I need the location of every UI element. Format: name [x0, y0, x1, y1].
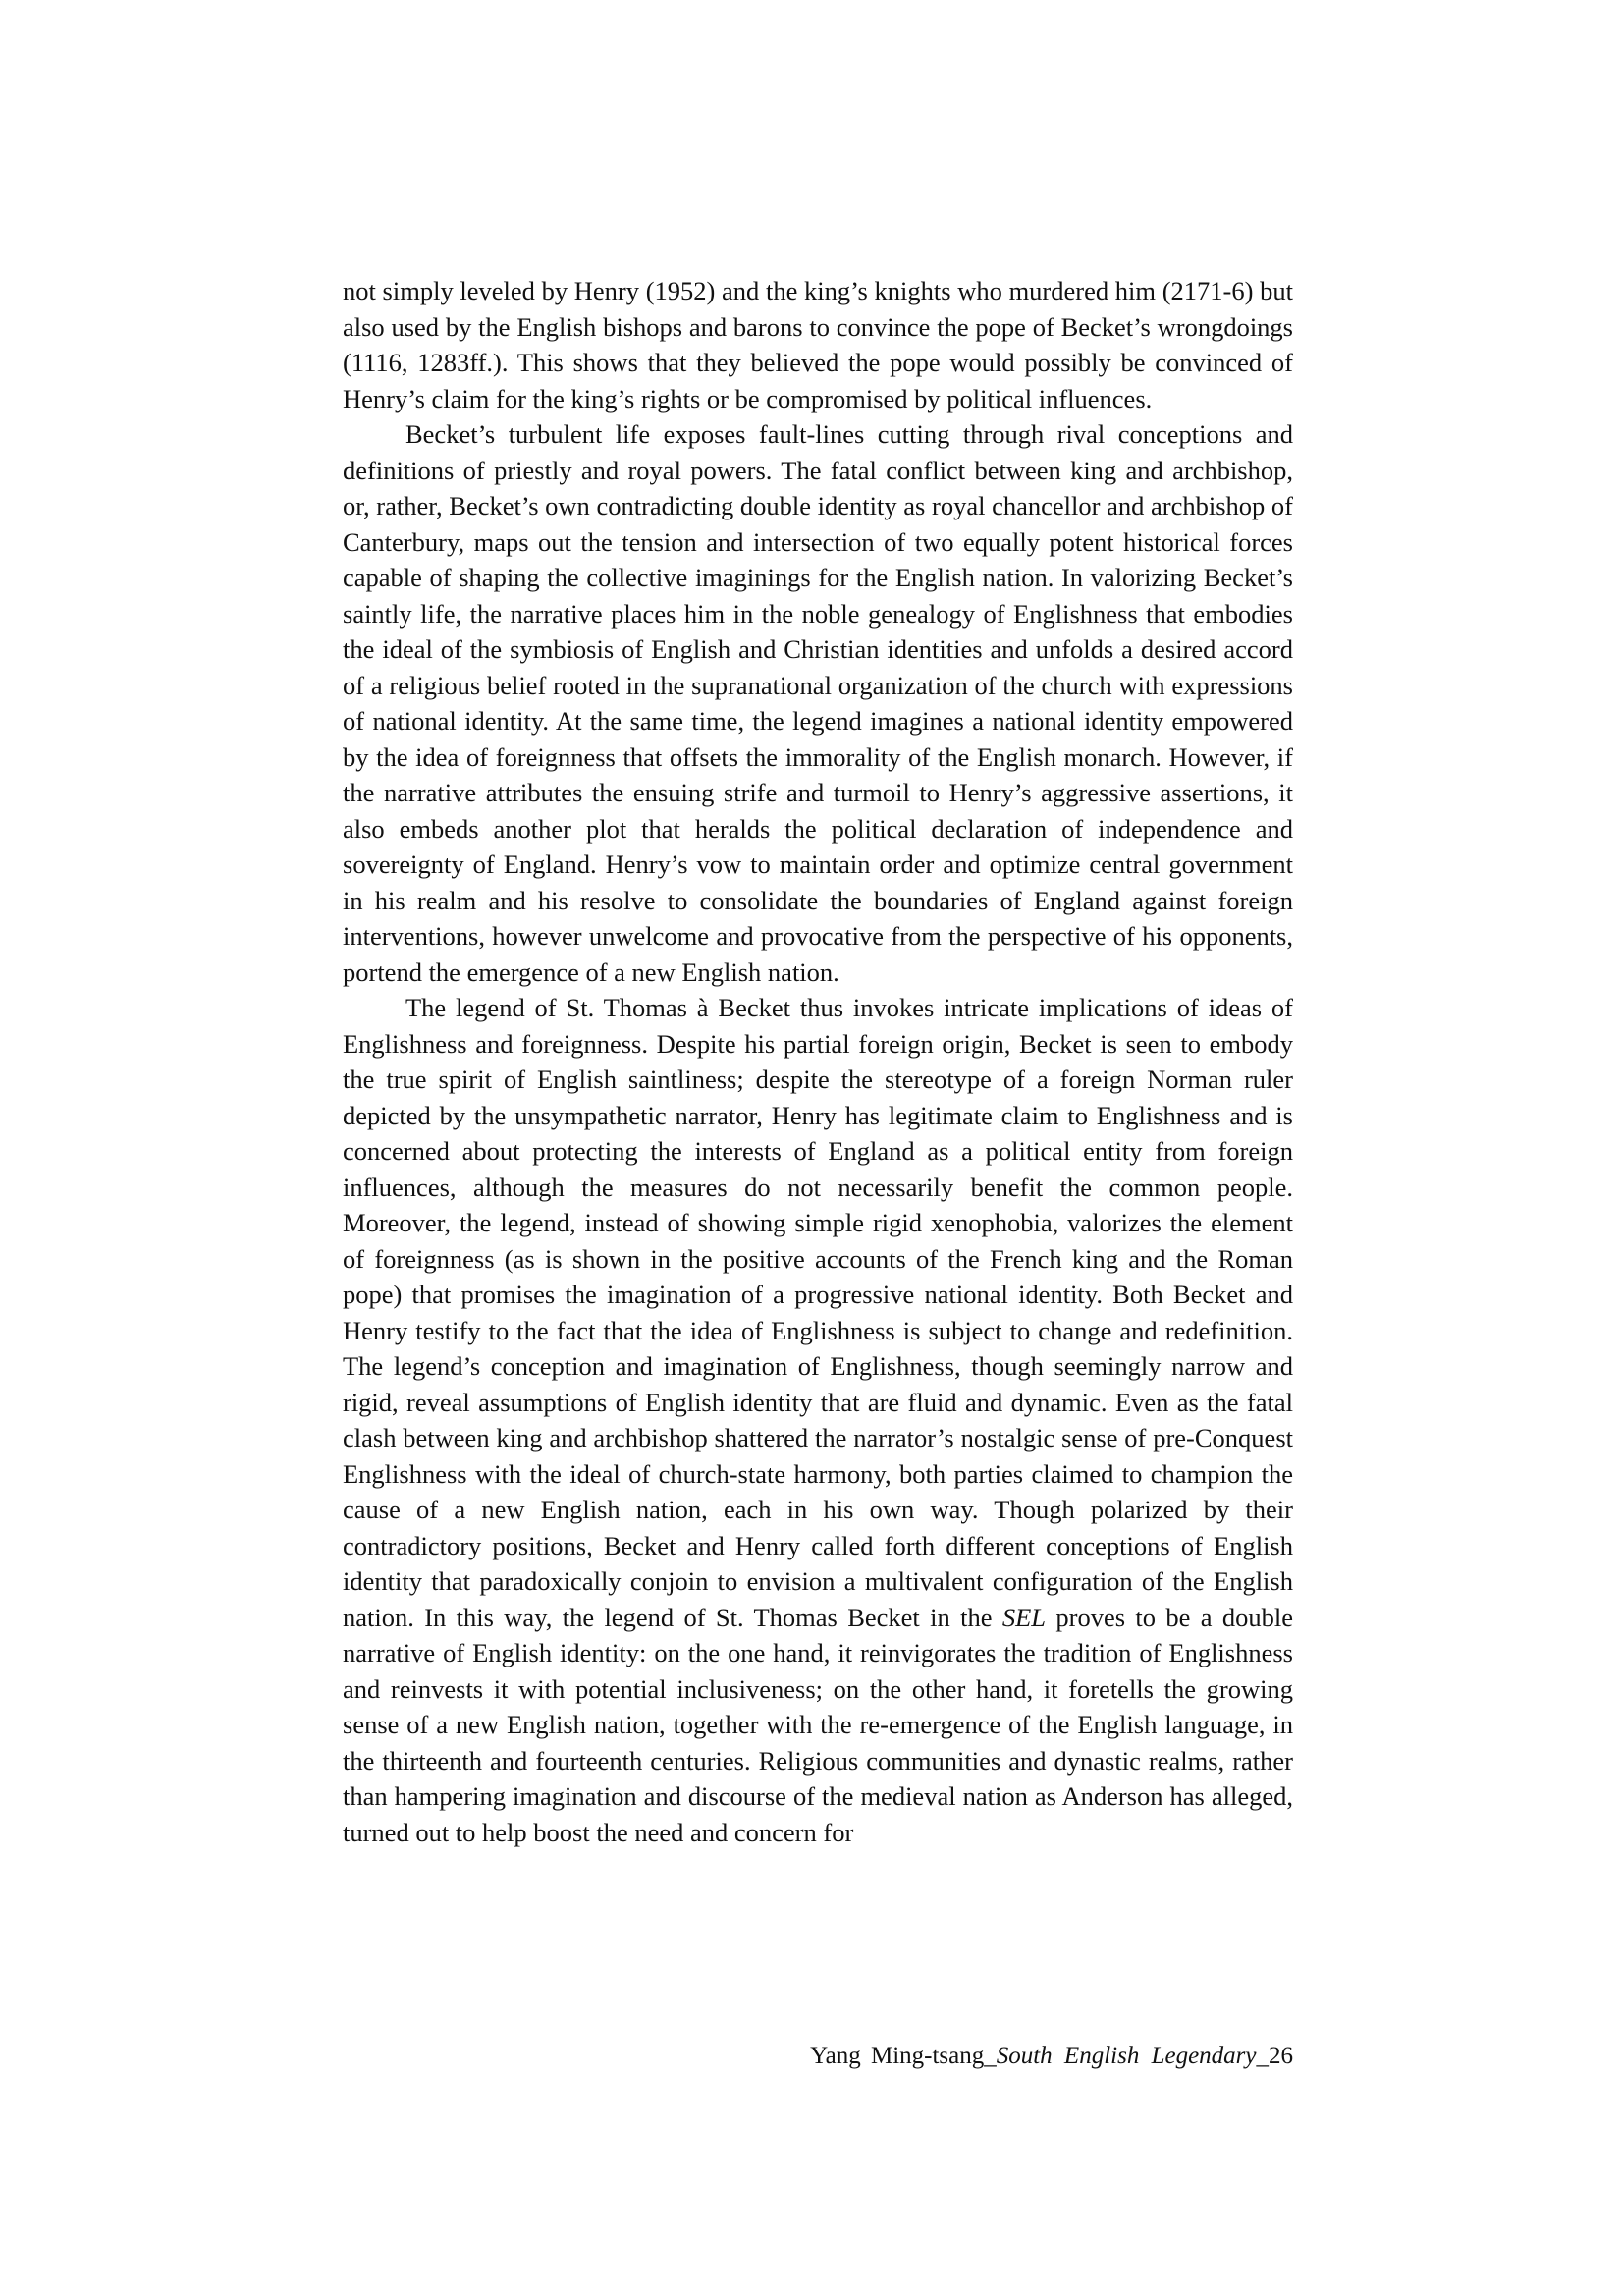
paragraph-continuation: not simply leveled by Henry (1952) and the king’s knights who murdered him (2171-6) but also used by the English bishops and barons to convince the pope of Becket’s wrongdoings (1116, 1283ff.). This shows that they believed the pope would possibly be convinced of Henry’s claim for the king’s rights or be compromised by political influences. [343, 276, 1293, 413]
footer-title: South English Legendary [996, 2043, 1257, 2069]
paragraph-text-after-italic: proves to be a double narrative of English identity: on the one hand, it reinvigorates the tradition of Englishness and reinvests it with potential inclusiveness; on the other hand, it foretells the growing sense of a new English nation, together with the re-emergence of the English language, in the thirteenth and fourteenth centuries. Religious communities and dynastic realms, rather than hampering imagination and discourse of the medieval nation as Anderson has alleged, turned out to help boost the need and concern for [343, 1602, 1293, 1847]
paragraph-legend-implications [343, 990, 1293, 1850]
body-text [343, 273, 1293, 1850]
footer-author: Yang Ming-tsang_ [810, 2043, 997, 2069]
paragraph-becket-life: Becket’s turbulent life exposes fault-lines cutting through rival conceptions and definitions of priestly and royal powers. The fatal conflict between king and archbishop, or, rather, Becket’s own contradicting double identity as royal chancellor and archbishop of Canterbury, maps out the tension and intersection of two equally potent historical forces capable of shaping the collective imaginings for the English nation. In valorizing Becket’s saintly life, the narrative places him in the noble genealogy of Englishness that embodies the ideal of the symbiosis of English and Christian identities and unfolds a desired accord of a religious belief rooted in the supranational organization of the church with expressions of national identity. At the same time, the legend imagines a national identity empowered by the idea of foreignness that offsets the immorality of the English monarch. However, if the narrative attributes the ensuing strife and turmoil to Henry’s aggressive assertions, it also embeds another plot that heralds the political declaration of independence and sovereignty of England. Henry’s vow to maintain order and optimize central government in his realm and his resolve to consolidate the boundaries of England against foreign interventions, however unwelcome and provocative from the perspective of his opponents, portend the emergence of a new English nation. [343, 419, 1293, 987]
footer-page-number: _26 [1256, 2043, 1293, 2069]
paragraph-text-before-italic: The legend of St. Thomas à Becket thus invokes intricate implications of ideas of Englishness and foreignness. Despite his partial foreign origin, Becket is seen to embody the true spirit of English saintliness; despite the stereotype of a foreign Norman ruler depicted by the unsympathetic narrator, Henry has legitimate claim to Englishness and is concerned about protecting the interests of England as a political entity from foreign influences, although the measures do not necessarily benefit the common people. Moreover, the legend, instead of showing simple rigid xenophobia, valorizes the element of foreignness (as is shown in the positive accounts of the French king and the Roman pope) that promises the imagination of a progressive national identity. Both Becket and Henry testify to the fact that the idea of Englishness is subject to change and redefinition. The legend’s conception and imagination of Englishness, though seemingly narrow and rigid, reveal assumptions of English identity that are fluid and dynamic. Even as the fatal clash between king and archbishop shattered the narrator’s nostalgic sense of pre-Conquest Englishness with the ideal of church-state harmony, both parties claimed to champion the cause of a new English nation, each in his own way. Though polarized by their contradictory positions, Becket and Henry called forth different conceptions of English identity that paradoxically conjoin to envision a multivalent configuration of the English nation. In this way, the legend of St. Thomas Becket in the [343, 993, 1293, 1632]
italic-sel: SEL [1001, 1602, 1047, 1632]
page-footer [810, 2041, 1293, 2072]
